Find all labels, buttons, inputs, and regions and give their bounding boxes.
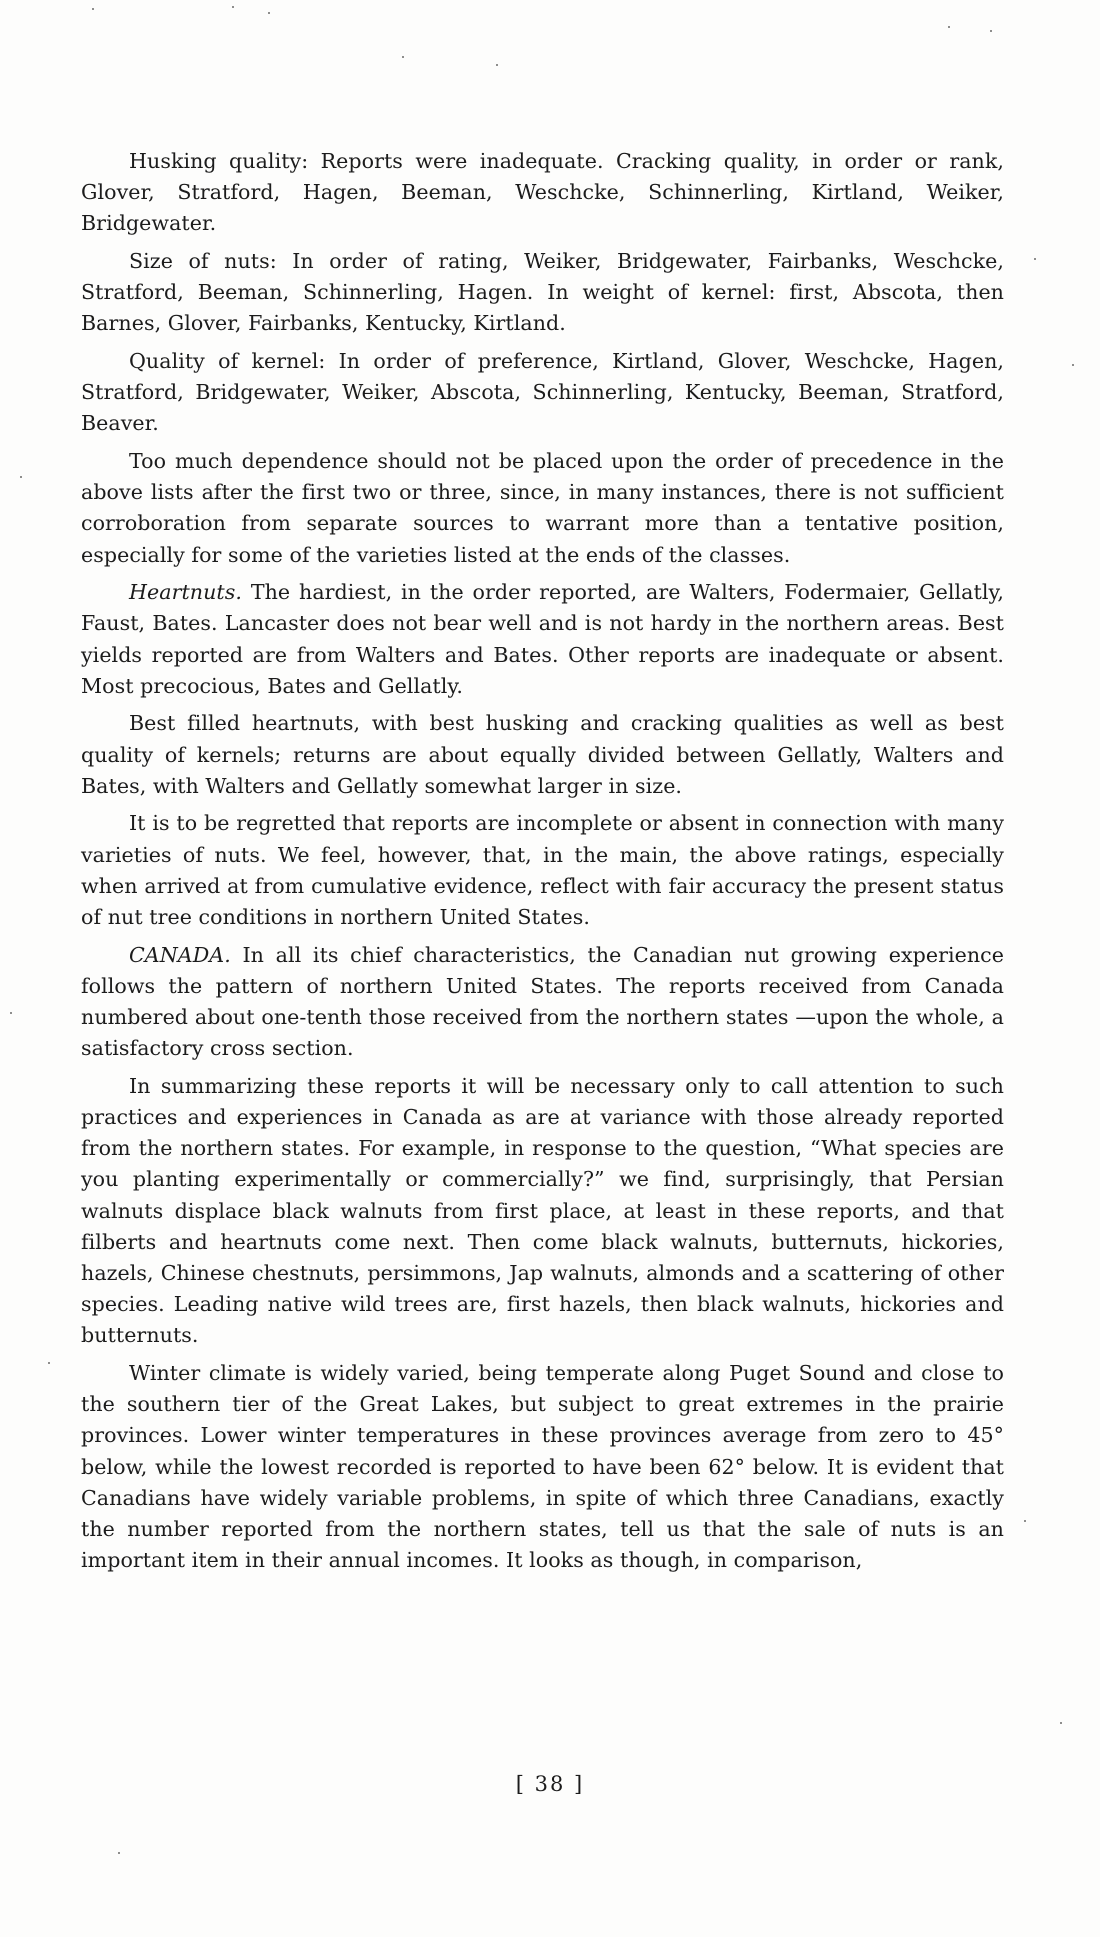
paragraph-canada: CANADA. In all its chief characteristics, the Canadian nut growing experience follows the pattern of northern United States. The reports received from Canada numbered about one-tenth those received from the northern states —upon the whole, a satisfactory cross section. <box>81 942 1004 1061</box>
scan-speck <box>948 26 950 28</box>
paragraph-precedence-caution: Too much dependence should not be placed upon the order of precedence in the above lists after the first two or three, since, in many instances, there is not sufficient corroboration from separate sources to warrant more than a tentative position, especially for some of the varieties listed at the ends of the classes. <box>81 449 1004 567</box>
page-number: [ 38 ] <box>515 1772 585 1796</box>
paragraph-husking-quality: Husking quality: Reports were inadequate. Cracking quality, in order or rank, Glover, Stratford, Hagen, Beeman, Weschcke, Schinnerling, Kirtland, Weiker, Bridgewater. <box>81 149 1004 236</box>
scan-speck <box>1060 1722 1062 1724</box>
paragraph-summarizing: In summarizing these reports it will be necessary only to call attention to such practices and experiences in Canada as are at variance with those already reported from the northern states. For example, in response to the question, “What species are you planting experimentally or commercially?” we find, surprisingly, that Persian walnuts displace black walnuts from first place, at least in these reports, and that filberts and heartnuts come next. Then come black walnuts, butternuts, hickories, hazels, Chinese chestnuts, persimmons, Jap walnuts, almonds and a scattering of other species. Leading native wild trees are, first hazels, then black walnuts, hickories and butternuts. <box>81 1073 1004 1348</box>
scan-speck <box>496 64 498 66</box>
section-lead-heartnuts: Heartnuts. <box>129 580 242 605</box>
paragraph-winter-climate: Winter climate is widely varied, being temperate along Puget Sound and close to the southern tier of the Great Lakes, but subject to great extremes in the prairie provinces. Lower winter temperatures in these provinces average from zero to 45° below, while the lowest recorded is reported to have been 62° below. It is evident that Canadians have widely variable problems, in spite of which three Canadians, exactly the number reported from the northern states, tell us that the sale of nuts is an important item in their annual incomes. It looks as though, in comparison, <box>81 1361 1004 1573</box>
scan-speck <box>118 1852 120 1854</box>
scan-speck <box>268 12 270 14</box>
paragraph-heartnuts: Heartnuts. The hardiest, in the order reported, are Walters, Fodermaier, Gellatly, Faust, Bates. Lancaster does not bear well and is not hardy in the northern areas. Best yields reported are from Walters and Bates. Other reports are inadequate or absent. Most precocious, Bates and Gellatly. <box>81 580 1004 698</box>
scan-speck <box>48 1362 50 1364</box>
paragraph-incomplete-reports: It is to be regretted that reports are incomplete or absent in connection with many varieties of nuts. We feel, however, that, in the main, the above ratings, especially when arrived at from cumulative evidence, reflect with fair accuracy the present status of nut tree conditions in northern United States. <box>81 811 1004 930</box>
paragraph-best-filled-heartnuts: Best filled heartnuts, with best husking and cracking qualities as well as best quality of kernels; returns are about equally divided between Gellatly, Walters and Bates, with Walters and Gellatly somewhat larger in size. <box>81 711 1004 798</box>
scan-speck <box>1034 258 1036 260</box>
scan-speck <box>1024 1520 1026 1522</box>
body-text <box>81 146 1004 1583</box>
section-lead-canada: CANADA. <box>129 942 231 967</box>
scan-speck <box>10 1012 12 1014</box>
scan-speck <box>402 56 404 58</box>
scan-speck <box>92 8 94 10</box>
scan-speck <box>1072 364 1074 366</box>
scan-speck <box>990 30 992 32</box>
scan-speck <box>232 6 234 8</box>
paragraph-size-of-nuts: Size of nuts: In order of rating, Weiker, Bridgewater, Fairbanks, Weschcke, Stratford, Beeman, Schinnerling, Hagen. In weight of kernel: first, Abscota, then Barnes, Glover, Fairbanks, Kentucky, Kirtland. <box>81 249 1004 336</box>
paragraph-quality-of-kernel: Quality of kernel: In order of preference, Kirtland, Glover, Weschcke, Hagen, Stratford, Bridgewater, Weiker, Abscota, Schinnerling, Kentucky, Beeman, Stratford, Beaver. <box>81 349 1004 436</box>
scan-speck <box>20 476 22 478</box>
